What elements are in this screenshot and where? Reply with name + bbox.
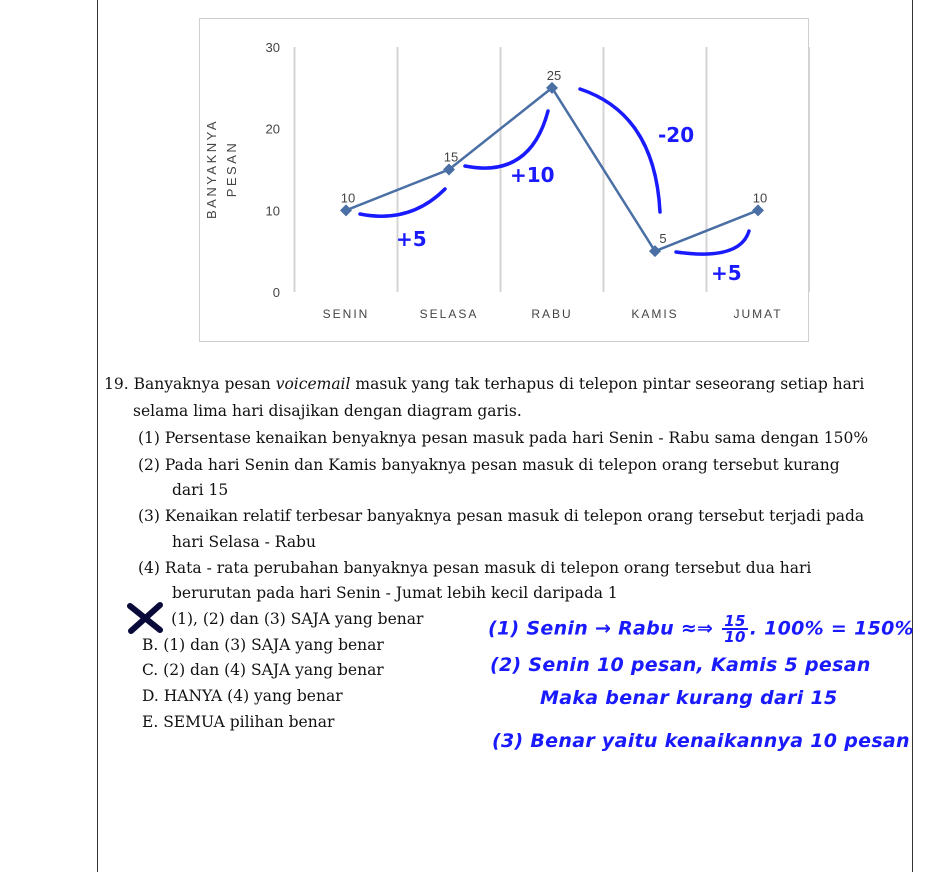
data-point-marker xyxy=(649,245,661,257)
statement-4-cont: berurutan pada hari Senin - Jumat lebih kecil daripada 1 xyxy=(172,584,618,602)
statement-4-text: Rata - rata perubahan banyaknya pesan masuk di telepon orang tersebut dua hari xyxy=(164,559,812,577)
statement-2-num: (2) xyxy=(138,456,160,474)
question-intro-pre: Banyaknya pesan xyxy=(133,375,276,393)
x-category-label: SENIN xyxy=(322,307,370,321)
option-e xyxy=(142,712,334,732)
hw-fraction-den: 10 xyxy=(724,628,746,646)
statement-2-cont: dari 15 xyxy=(172,481,229,499)
x-category-label: JUMAT xyxy=(733,307,783,321)
data-label: 10 xyxy=(752,190,768,206)
statement-4-num: (4) xyxy=(138,559,160,577)
cross-mark-icon xyxy=(126,602,166,634)
statement-1-text: Persentase kenaikan benyaknya pesan masuk pada hari Senin - Rabu sama dengan 150% xyxy=(164,429,869,447)
data-point-marker xyxy=(752,204,764,216)
hw-note-1-pre: (1) Senin xyxy=(488,617,589,640)
handwritten-note-2: (2) Senin 10 pesan, Kamis 5 pesan xyxy=(490,654,871,676)
option-a-text: (1), (2) dan (3) SAJA yang benar xyxy=(171,610,424,628)
handwritten-annotation: +5 xyxy=(396,227,427,251)
handwritten-annotation: +5 xyxy=(711,261,742,285)
data-label: 10 xyxy=(340,190,356,206)
data-point-marker xyxy=(340,204,352,216)
chart-svg xyxy=(200,19,810,343)
question-line-1 xyxy=(104,374,864,394)
option-b xyxy=(142,635,384,655)
statement-2-text: Pada hari Senin dan Kamis banyaknya pesan masuk di telepon orang tersebut kurang xyxy=(164,456,840,474)
option-d-text: HANYA (4) yang benar xyxy=(163,687,343,705)
statement-3-text: Kenaikan relatif terbesar banyaknya pesan masuk di telepon orang tersebut terjadi pada xyxy=(164,507,865,525)
hw-note-1-mid: Rabu xyxy=(618,617,674,640)
statement-3-num: (3) xyxy=(138,507,160,525)
y-tick-label: 30 xyxy=(265,40,280,55)
handwritten-note-3: Maka benar kurang dari 15 xyxy=(540,687,838,709)
data-label: 5 xyxy=(659,231,667,247)
y-tick-label: 10 xyxy=(265,203,280,219)
hw-fraction-num: 15 xyxy=(724,612,746,630)
handwritten-curve-2 xyxy=(465,111,548,168)
option-d xyxy=(142,686,343,706)
option-e-text: SEMUA pilihan benar xyxy=(163,713,335,731)
option-c-letter: C. xyxy=(142,661,159,679)
handwritten-curve-1 xyxy=(360,189,445,216)
option-d-letter: D. xyxy=(142,687,159,705)
arrow-right-icon: → xyxy=(594,617,612,640)
y-tick-label: 0 xyxy=(272,285,280,300)
option-a xyxy=(150,609,423,629)
option-b-text: (1) dan (3) SAJA yang benar xyxy=(163,636,384,654)
y-axis-label: BANYAKNYA xyxy=(204,118,219,220)
handwritten-curve-4 xyxy=(676,231,749,254)
y-tick-label: 20 xyxy=(265,121,280,137)
approx-arrow-icon: ≈⇒ xyxy=(680,617,714,640)
option-e-letter: E. xyxy=(142,713,159,731)
hw-note-1-post: . 100% = 150% xyxy=(749,617,914,640)
question-number: 19. xyxy=(104,375,129,393)
handwritten-note-1 xyxy=(488,614,914,644)
hw-fraction xyxy=(722,614,747,644)
statement-3 xyxy=(138,506,864,526)
option-c-text: (2) dan (4) SAJA yang benar xyxy=(163,661,384,679)
statement-3-cont: hari Selasa - Rabu xyxy=(172,533,316,551)
y-axis-label: PESAN xyxy=(224,140,239,198)
data-label: 25 xyxy=(546,67,562,83)
option-c xyxy=(142,660,384,680)
line-chart xyxy=(199,18,809,342)
question-intro-italic: voicemail xyxy=(275,375,351,393)
question-line-2: selama lima hari disajikan dengan diagram garis. xyxy=(133,402,522,420)
statement-1 xyxy=(138,428,868,448)
handwritten-note-4: (3) Benar yaitu kenaikannya 10 pesan xyxy=(492,730,910,752)
statement-1-num: (1) xyxy=(138,429,160,447)
x-category-label: KAMIS xyxy=(631,307,679,321)
handwritten-annotation: -20 xyxy=(658,123,695,147)
statement-2 xyxy=(138,455,840,475)
data-label: 15 xyxy=(443,149,459,165)
question-intro-post: masuk yang tak terhapus di telepon pintar seseorang setiap hari xyxy=(350,375,865,393)
option-b-letter: B. xyxy=(142,636,159,654)
x-category-label: RABU xyxy=(531,307,573,321)
handwritten-annotation: +10 xyxy=(510,163,555,187)
x-category-label: SELASA xyxy=(419,307,479,321)
statement-4 xyxy=(138,558,811,578)
